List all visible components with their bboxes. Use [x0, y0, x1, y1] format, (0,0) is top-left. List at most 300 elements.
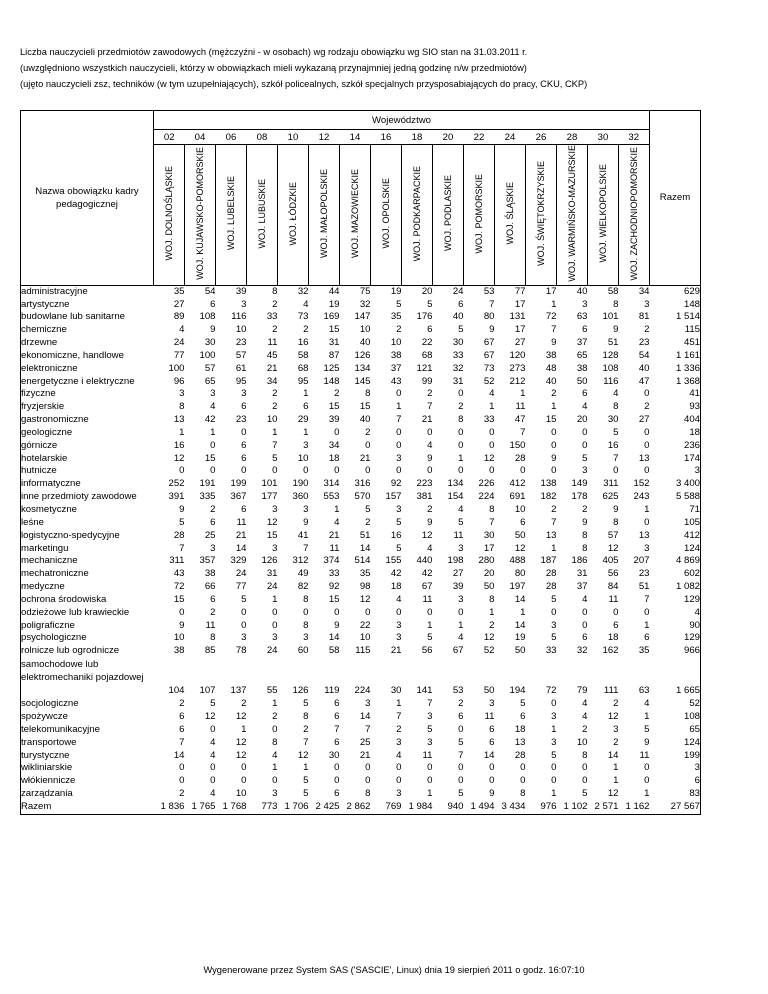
cell-value: 0: [303, 465, 309, 477]
cell-value: 21: [266, 362, 278, 374]
cell-value: 5: [582, 452, 588, 464]
cell-value: 13: [545, 529, 557, 541]
cell-value: 3: [272, 542, 278, 554]
cell-value: 0: [489, 426, 495, 438]
cell-value: 3: [396, 736, 402, 748]
cell-value: 6: [210, 298, 216, 310]
table-row: [21, 324, 701, 337]
voivodeship-header: WOJ. KUJAWSKO-POMORSKIE: [185, 145, 216, 286]
cell-value: 5: [644, 723, 650, 735]
cell-value: 6: [520, 516, 526, 528]
cell-value: 19: [514, 632, 526, 644]
cell-value: 12: [235, 749, 247, 761]
cell-value: 5: [241, 593, 247, 605]
cell-value: 31: [328, 337, 340, 349]
cell-value: 16: [297, 337, 309, 349]
cell-value: 7: [551, 324, 557, 336]
cell-value: 5: [396, 542, 402, 554]
cell-value: 1: [427, 788, 433, 800]
cell-value: 1: [303, 426, 309, 438]
cell-value: 3: [458, 542, 464, 554]
cell-value: 1: [489, 401, 495, 413]
row-label: fryzjerskie: [21, 401, 65, 413]
cell-value: 30: [390, 685, 402, 697]
cell-value: 5: [458, 736, 464, 748]
cell-value: 3: [365, 698, 371, 710]
cell-value: 3 400: [675, 478, 700, 490]
cell-value: 1: [179, 426, 185, 438]
cell-value: 2: [210, 606, 216, 618]
table-row: [21, 440, 701, 453]
cell-value: 148: [323, 375, 340, 387]
cell-value: 7: [520, 426, 526, 438]
cell-value: 78: [235, 645, 247, 657]
cell-value: 13: [638, 529, 650, 541]
cell-value: 108: [683, 710, 700, 722]
cell-value: 100: [199, 349, 216, 361]
cell-value: 6: [644, 632, 650, 644]
cell-value: 2: [551, 504, 557, 516]
cell-value: 25: [359, 736, 371, 748]
cell-value: 19: [390, 285, 402, 297]
cell-value: 11: [484, 710, 495, 722]
cell-value: 0: [396, 775, 402, 787]
cell-value: 6: [458, 710, 464, 722]
cell-value: 0: [241, 426, 247, 438]
cell-value: 451: [683, 337, 700, 349]
cell-value: 51: [359, 529, 371, 541]
cell-value: 4: [210, 788, 216, 800]
row-label: marketingu: [21, 542, 69, 554]
table-row: [21, 620, 701, 633]
voivodeship-code: 30: [597, 131, 609, 143]
cell-value: 35: [638, 645, 650, 657]
cell-value: 150: [509, 439, 526, 451]
cell-value: 0: [551, 439, 557, 451]
row-label: energetyczne i elektryczne: [21, 375, 135, 387]
cell-value: 374: [323, 555, 340, 567]
cell-value: 67: [452, 645, 464, 657]
cell-value: 7: [396, 710, 402, 722]
cell-value: 11: [329, 542, 340, 554]
cell-value: 6: [179, 723, 185, 735]
cell-value: 6: [458, 298, 464, 310]
cell-value: 15: [173, 593, 185, 605]
cell-value: 360: [292, 491, 309, 503]
cell-value: 1: [427, 619, 433, 631]
row-label: poligraficzne: [21, 619, 75, 631]
cell-value: 6: [334, 710, 340, 722]
cell-value: 33: [266, 311, 278, 323]
voivodeship-code: 04: [194, 131, 206, 143]
cell-value: 34: [328, 439, 340, 451]
cell-value: 6: [613, 619, 619, 631]
cell-value: 2: [644, 324, 650, 336]
cell-value: 22: [421, 337, 433, 349]
cell-value: 1 665: [675, 685, 700, 697]
cell-value: 2: [365, 516, 371, 528]
cell-value: 629: [683, 285, 700, 297]
cell-value: 0: [582, 426, 588, 438]
row-label: Razem: [21, 800, 52, 812]
cell-value: 100: [168, 362, 185, 374]
cell-value: 3: [396, 632, 402, 644]
cell-value: 1: [551, 298, 557, 310]
cell-value: 0: [644, 439, 650, 451]
cell-value: 5: [551, 749, 557, 761]
cell-value: 31: [576, 568, 588, 580]
voivodeship-code: 24: [504, 131, 516, 143]
cell-value: 128: [602, 349, 619, 361]
cell-value: 84: [607, 581, 619, 593]
cell-value: 17: [514, 298, 526, 310]
cell-value: 5: [210, 698, 216, 710]
cell-value: 56: [421, 645, 433, 657]
cell-value: 57: [204, 362, 216, 374]
cell-value: 12: [483, 452, 495, 464]
cell-value: 1: [551, 788, 557, 800]
row-label: hutnicze: [21, 465, 57, 477]
cell-value: 138: [540, 478, 557, 490]
cell-value: 0: [334, 426, 340, 438]
cell-value: 9: [303, 516, 309, 528]
table-row: [21, 801, 701, 814]
cell-value: 8: [582, 542, 588, 554]
cell-value: 0: [241, 762, 247, 774]
cell-value: 23: [638, 568, 650, 580]
cell-value: 0: [179, 762, 185, 774]
cell-value: 8: [489, 504, 495, 516]
cell-value: 0: [427, 426, 433, 438]
cell-value: 17: [545, 285, 557, 297]
cell-value: 5: [520, 698, 526, 710]
cell-value: 0: [179, 465, 185, 477]
cell-value: 27: [638, 414, 650, 426]
cell-value: 2: [303, 324, 309, 336]
cell-value: 773: [261, 800, 278, 812]
cell-value: 1: [644, 504, 650, 516]
cell-value: 6: [694, 775, 700, 787]
cell-value: 8: [303, 710, 309, 722]
cell-value: 108: [199, 311, 216, 323]
row-label: mechaniczne: [21, 555, 78, 567]
cell-value: 137: [230, 685, 247, 697]
voivodeship-header: WOJ. POMORSKIE: [464, 145, 495, 286]
cell-value: 61: [235, 362, 247, 374]
voivodeship-header: WOJ. MAŁOPOLSKIE: [309, 145, 340, 286]
table-row: [21, 478, 701, 491]
cell-value: 37: [390, 362, 402, 374]
cell-value: 40: [545, 375, 557, 387]
cell-value: 96: [173, 375, 185, 387]
cell-value: 2: [179, 788, 185, 800]
table-row: [21, 401, 701, 414]
cell-value: 38: [204, 568, 216, 580]
voivodeship-header: WOJ. LUBELSKIE: [216, 145, 247, 286]
cell-value: 43: [390, 375, 402, 387]
cell-value: 92: [390, 478, 402, 490]
cell-value: 1: [551, 542, 557, 554]
cell-value: 8: [520, 788, 526, 800]
voivodeship-header: WOJ. LUBUSKIE: [247, 145, 278, 286]
cell-value: 3: [694, 762, 700, 774]
cell-value: 0: [427, 762, 433, 774]
cell-value: 7: [427, 401, 433, 413]
cell-value: 2: [272, 710, 278, 722]
cell-value: 4: [582, 593, 588, 605]
row-label: rolnicze lub ogrodnicze: [21, 645, 120, 657]
cell-value: 8: [458, 414, 464, 426]
table-row: [21, 491, 701, 504]
cell-value: 0: [489, 762, 495, 774]
row-label: wikliniarskie: [21, 762, 73, 774]
cell-value: 6: [241, 504, 247, 516]
table-row: [21, 645, 701, 658]
cell-value: 5: [365, 504, 371, 516]
cell-value: 0: [458, 606, 464, 618]
cell-value: 12: [359, 593, 371, 605]
cell-value: 9: [427, 516, 433, 528]
cell-value: 1: [458, 452, 464, 464]
cell-value: 29: [297, 414, 309, 426]
cell-value: 47: [514, 414, 526, 426]
cell-value: 1: [644, 710, 650, 722]
cell-value: 116: [603, 375, 619, 387]
cell-value: 52: [483, 375, 495, 387]
cell-value: 7: [644, 593, 650, 605]
cell-value: 0: [582, 775, 588, 787]
cell-value: 63: [638, 685, 650, 697]
cell-value: 89: [173, 311, 185, 323]
cell-value: 81: [638, 311, 650, 323]
cell-value: 2: [210, 504, 216, 516]
cell-value: 28: [514, 749, 526, 761]
cell-value: 3: [210, 542, 216, 554]
cell-value: 1: [241, 723, 247, 735]
report-header: [20, 44, 760, 92]
cell-value: 0: [551, 426, 557, 438]
cell-value: 199: [683, 749, 700, 761]
cell-value: 9: [489, 788, 495, 800]
cell-value: 169: [323, 311, 340, 323]
cell-value: 570: [354, 491, 371, 503]
voivodeship-header: WOJ. PODLASKIE: [433, 145, 464, 286]
cell-value: 67: [483, 337, 495, 349]
cell-value: 2: [489, 619, 495, 631]
cell-value: 553: [323, 491, 340, 503]
row-label: telekomunikacyjne: [21, 723, 100, 735]
cell-value: 30: [452, 337, 464, 349]
cell-value: 4: [427, 542, 433, 554]
table-row: [21, 388, 701, 401]
cell-value: 14: [173, 749, 185, 761]
cell-value: 24: [452, 285, 464, 297]
cell-value: 65: [576, 349, 588, 361]
cell-value: 3: [303, 504, 309, 516]
cell-value: 0: [241, 606, 247, 618]
header-line-1: Liczba nauczycieli przedmiotów zawodowych (mężczyźni - w osobach) wg rodzaju obowiązku wg SIO stan na 31.03.2011 r.: [20, 47, 528, 57]
cell-value: 0: [458, 762, 464, 774]
cell-value: 1 514: [675, 311, 700, 323]
cell-value: 5: [396, 516, 402, 528]
cell-value: 329: [230, 555, 247, 567]
cell-value: 79: [576, 685, 588, 697]
cell-value: 8: [272, 285, 278, 297]
cell-value: 50: [483, 685, 495, 697]
cell-value: 21: [359, 749, 371, 761]
cell-value: 976: [540, 800, 557, 812]
cell-value: 1: [613, 762, 619, 774]
cell-value: 12: [607, 542, 619, 554]
row-label: ekonomiczne, handlowe: [21, 349, 124, 361]
cell-value: 162: [602, 645, 619, 657]
cell-value: 12: [297, 749, 309, 761]
cell-value: 83: [689, 788, 700, 800]
cell-value: 4: [489, 388, 495, 400]
row-label: geologiczne: [21, 426, 73, 438]
cell-value: 54: [204, 285, 216, 297]
cell-value: 2: [179, 698, 185, 710]
cell-value: 34: [266, 375, 278, 387]
cell-value: 33: [328, 568, 340, 580]
cell-value: 126: [292, 685, 309, 697]
cell-value: 226: [478, 478, 495, 490]
cell-value: 3: [551, 710, 557, 722]
cell-value: 2: [303, 723, 309, 735]
cell-value: 68: [297, 362, 309, 374]
cell-value: 15: [266, 529, 278, 541]
row-label: fizyczne: [21, 388, 56, 400]
cell-value: 32: [359, 298, 371, 310]
cell-value: 3: [303, 439, 309, 451]
cell-value: 0: [210, 723, 216, 735]
cell-value: 0: [644, 388, 650, 400]
cell-value: 40: [452, 311, 464, 323]
cell-value: 39: [235, 285, 247, 297]
cell-value: 51: [638, 581, 650, 593]
row-label: samochodowe lub elektromechaniki pojazdowej: [21, 659, 144, 684]
table-row: [21, 285, 701, 298]
cell-value: 6: [241, 401, 247, 413]
cell-value: 2: [582, 723, 588, 735]
cell-value: 16: [173, 439, 185, 451]
cell-value: 691: [509, 491, 526, 503]
cell-value: 0: [334, 606, 340, 618]
cell-value: 0: [241, 775, 247, 787]
cell-value: 3: [644, 542, 650, 554]
cell-value: 35: [359, 568, 371, 580]
cell-value: 3: [427, 736, 433, 748]
cell-value: 11: [422, 593, 433, 605]
row-label: administracyjne: [21, 285, 88, 297]
cell-value: 57: [235, 349, 247, 361]
cell-value: 2: [272, 298, 278, 310]
cell-value: 145: [354, 375, 371, 387]
cell-value: 194: [509, 685, 526, 697]
cell-value: 25: [204, 529, 216, 541]
cell-value: 0: [582, 619, 588, 631]
cell-value: 3: [396, 619, 402, 631]
cell-value: 273: [509, 362, 526, 374]
cell-value: 13: [173, 414, 185, 426]
cell-value: 0: [365, 465, 371, 477]
cell-value: 35: [173, 285, 185, 297]
voivodeship-group-header: Województwo: [154, 111, 650, 130]
cell-value: 3: [458, 593, 464, 605]
cell-value: 119: [324, 685, 340, 697]
cell-value: 2 862: [346, 800, 371, 812]
cell-value: 3: [396, 504, 402, 516]
cell-value: 2: [241, 698, 247, 710]
cell-value: 58: [328, 645, 340, 657]
cell-value: 2: [365, 426, 371, 438]
cell-value: 5: [551, 632, 557, 644]
cell-value: 6: [582, 324, 588, 336]
cell-value: 3: [582, 465, 588, 477]
cell-value: 3: [241, 388, 247, 400]
cell-value: 20: [421, 285, 433, 297]
cell-value: 23: [235, 337, 247, 349]
cell-value: 7: [551, 516, 557, 528]
cell-value: 157: [385, 491, 402, 503]
cell-value: 4: [210, 401, 216, 413]
header-line-2: (uwzględniono wszystkich nauczycieli, którzy w obowiązkach mieli wykazaną przynajmniej jedną godzinę n/w przedmiotów): [20, 63, 527, 73]
cell-value: 10: [359, 324, 371, 336]
cell-value: 4: [458, 632, 464, 644]
cell-value: 9: [551, 337, 557, 349]
cell-value: 77: [235, 581, 247, 593]
cell-value: 3: [210, 388, 216, 400]
cell-value: 2: [396, 723, 402, 735]
cell-value: 125: [323, 362, 340, 374]
cell-value: 50: [514, 529, 526, 541]
cell-value: 121: [416, 362, 433, 374]
cell-value: 367: [230, 491, 247, 503]
cell-value: 28: [545, 568, 557, 580]
cell-value: 0: [458, 439, 464, 451]
cell-value: 101: [602, 311, 619, 323]
cell-value: 24: [173, 337, 185, 349]
row-label: transportowe: [21, 736, 77, 748]
voivodeship-header: WOJ. WIELKOPOLSKIE: [588, 145, 619, 286]
cell-value: 72: [545, 311, 557, 323]
cell-value: 141: [416, 685, 433, 697]
cell-value: 1 768: [222, 800, 247, 812]
cell-value: 207: [633, 555, 650, 567]
cell-value: 38: [545, 349, 557, 361]
cell-value: 2: [582, 504, 588, 516]
cell-value: 3: [694, 465, 700, 477]
cell-value: 9: [644, 736, 650, 748]
cell-value: 966: [683, 645, 700, 657]
cell-value: 4: [396, 749, 402, 761]
table-row: [21, 555, 701, 568]
row-label: gastronomiczne: [21, 414, 89, 426]
cell-value: 8: [582, 749, 588, 761]
cell-value: 27: [173, 298, 185, 310]
row-label: socjologiczne: [21, 698, 79, 710]
cell-value: 312: [292, 555, 309, 567]
cell-value: 412: [509, 478, 526, 490]
cell-value: 1 494: [470, 800, 495, 812]
cell-value: 198: [447, 555, 464, 567]
cell-value: 0: [644, 606, 650, 618]
cell-value: 154: [447, 491, 464, 503]
cell-value: 0: [241, 465, 247, 477]
cell-value: 0: [427, 465, 433, 477]
voivodeship-code: 28: [566, 131, 578, 143]
voivodeship-header: WOJ. ŁÓDZKIE: [278, 145, 309, 286]
